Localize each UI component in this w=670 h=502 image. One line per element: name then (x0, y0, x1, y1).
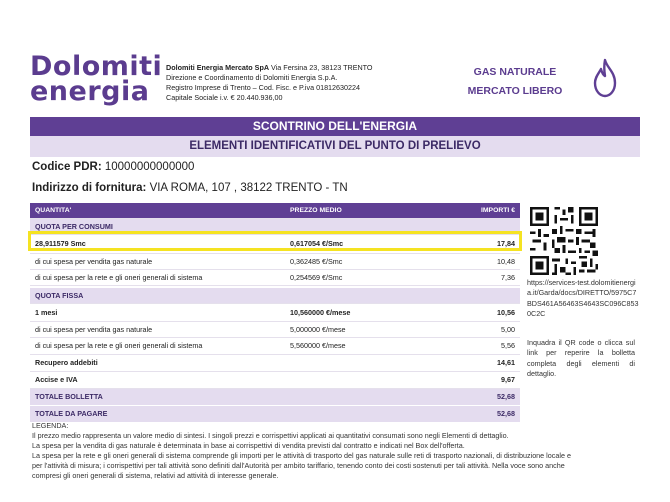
cell-amount: 14,61 (497, 358, 515, 367)
company-name: Dolomiti Energia Mercato SpA (166, 63, 270, 72)
cell-price: 0,617054 €/Smc (290, 239, 344, 248)
flame-icon (592, 58, 618, 98)
product-line1: GAS NATURALE (473, 66, 557, 78)
product-line2: MERCATO LIBERO (467, 85, 563, 97)
logo-line2: energia (30, 76, 150, 107)
cell-description: Accise e IVA (35, 375, 78, 384)
address-value: VIA ROMA, 107 , 38122 TRENTO - TN (149, 182, 348, 194)
legend-line3: La spesa per la rete e gli oneri generali di sistema comprende gli importi per le attività di trasporto del gas naturale sulle reti di trasporto nazionali, di distribuzione locale e (32, 451, 571, 460)
section-label: QUOTA PER CONSUMI (35, 222, 113, 231)
company-address: Via Fersina 23, 38123 TRENTO (271, 63, 373, 72)
company-line2: Direzione e Coordinamento di Dolomiti Energia S.p.A. (166, 73, 338, 82)
company-line4: Capitale Sociale i.v. € 20.440.936,00 (166, 93, 283, 102)
table-row (30, 338, 520, 355)
cell-amount: 17,84 (497, 239, 515, 248)
cell-price: 5,000000 €/mese (290, 325, 346, 334)
cell-description: di cui spesa per vendita gas naturale (35, 325, 153, 334)
legend-title: LEGENDA: (32, 421, 69, 430)
header-prezzo: PREZZO MEDIO (290, 207, 342, 214)
cell-description: di cui spesa per la rete e gli oneri generali di sistema (35, 273, 203, 282)
section-fissa (30, 288, 520, 304)
address-label: Indirizzo di fornitura: (32, 182, 147, 194)
cell-amount: 9,67 (501, 375, 515, 384)
legend (32, 421, 644, 481)
cell-description: di cui spesa per la rete e gli oneri generali di sistema (35, 341, 203, 350)
qr-code[interactable] (530, 207, 598, 275)
legend-line5: compresi gli oneri generali di sistema, relativi ad attività di interesse generale. (32, 471, 279, 480)
company-info (166, 63, 373, 103)
cell-description: Recupero addebiti (35, 358, 98, 367)
total-due-label: TOTALE DA PAGARE (35, 409, 108, 418)
header-quantita: QUANTITA' (35, 207, 72, 214)
cell-price: 5,560000 €/mese (290, 341, 346, 350)
brand-logo (30, 51, 163, 107)
legend-line1: Il prezzo medio rappresenta un valore medio di sintesi. I singoli prezzi e corrispettivi applicati ai quantitativi consumati sono negli Elementi di dettaglio. (32, 431, 509, 440)
cell-amount: 10,48 (497, 257, 515, 266)
company-line3: Registro Imprese di Trento – Cod. Fisc. e P.iva 01812630224 (166, 83, 361, 92)
header-importi: IMPORTI € (481, 207, 515, 214)
table-row (30, 304, 520, 322)
legend-line4: per l'attività di misura; i corrispettivi per tali attività sono definiti dall'Autorità per ambito tariffario, tenendo conto dei costi sostenuti per tali attività. Nella voce sono anche (32, 461, 565, 470)
cell-amount: 5,56 (501, 341, 515, 350)
table-row (30, 270, 520, 286)
highlight-box (28, 231, 522, 251)
total-bill-amount: 52,68 (497, 392, 515, 401)
cell-quantity: 1 mesi (35, 308, 58, 317)
table-row (30, 322, 520, 338)
bill-link[interactable]: https://services-test.dolomitienergia.it/Garda/docs/DIRETTO/5975C7BDS461A56463S4643SC096C8530C2C (527, 278, 639, 318)
total-due-amount: 52,68 (497, 409, 515, 418)
section-label: QUOTA FISSA (35, 291, 84, 300)
qr-note: Inquadra il QR code o clicca sul link per reperire la bolletta completa degli elementi di dettaglio. (527, 338, 635, 378)
cell-quantity: 28,911579 Smc (35, 239, 86, 248)
total-bill-row (30, 389, 520, 406)
cell-price: 0,362485 €/Smc (290, 257, 343, 266)
cell-description: di cui spesa per vendita gas naturale (35, 257, 153, 266)
cell-amount: 7,36 (501, 273, 515, 282)
cell-amount: 10,56 (497, 308, 515, 317)
pdr-value: 10000000000000 (104, 161, 195, 173)
legend-line2: La spesa per la vendita di gas naturale è determinata in base ai corrispettivi di vendita previsti dal contratto e indicati nel Box dell'offerta. (32, 441, 465, 450)
total-bill-label: TOTALE BOLLETTA (35, 392, 103, 401)
product-type (450, 63, 580, 101)
section-title: ELEMENTI IDENTIFICATIVI DEL PUNTO DI PRELIEVO (30, 136, 640, 157)
pdr-label: Codice PDR: (32, 161, 102, 173)
supply-address (32, 182, 348, 194)
table-header (30, 203, 520, 219)
logo-line1: Dolomiti (30, 51, 163, 82)
table-row (30, 355, 520, 372)
cell-price: 0,254569 €/Smc (290, 273, 343, 282)
table-row (30, 254, 520, 270)
page-title: SCONTRINO DELL'ENERGIA (30, 117, 640, 136)
table-row (30, 372, 520, 389)
pdr-code (32, 161, 194, 173)
cell-amount: 5,00 (501, 325, 515, 334)
cell-price: 10,560000 €/mese (290, 308, 351, 317)
